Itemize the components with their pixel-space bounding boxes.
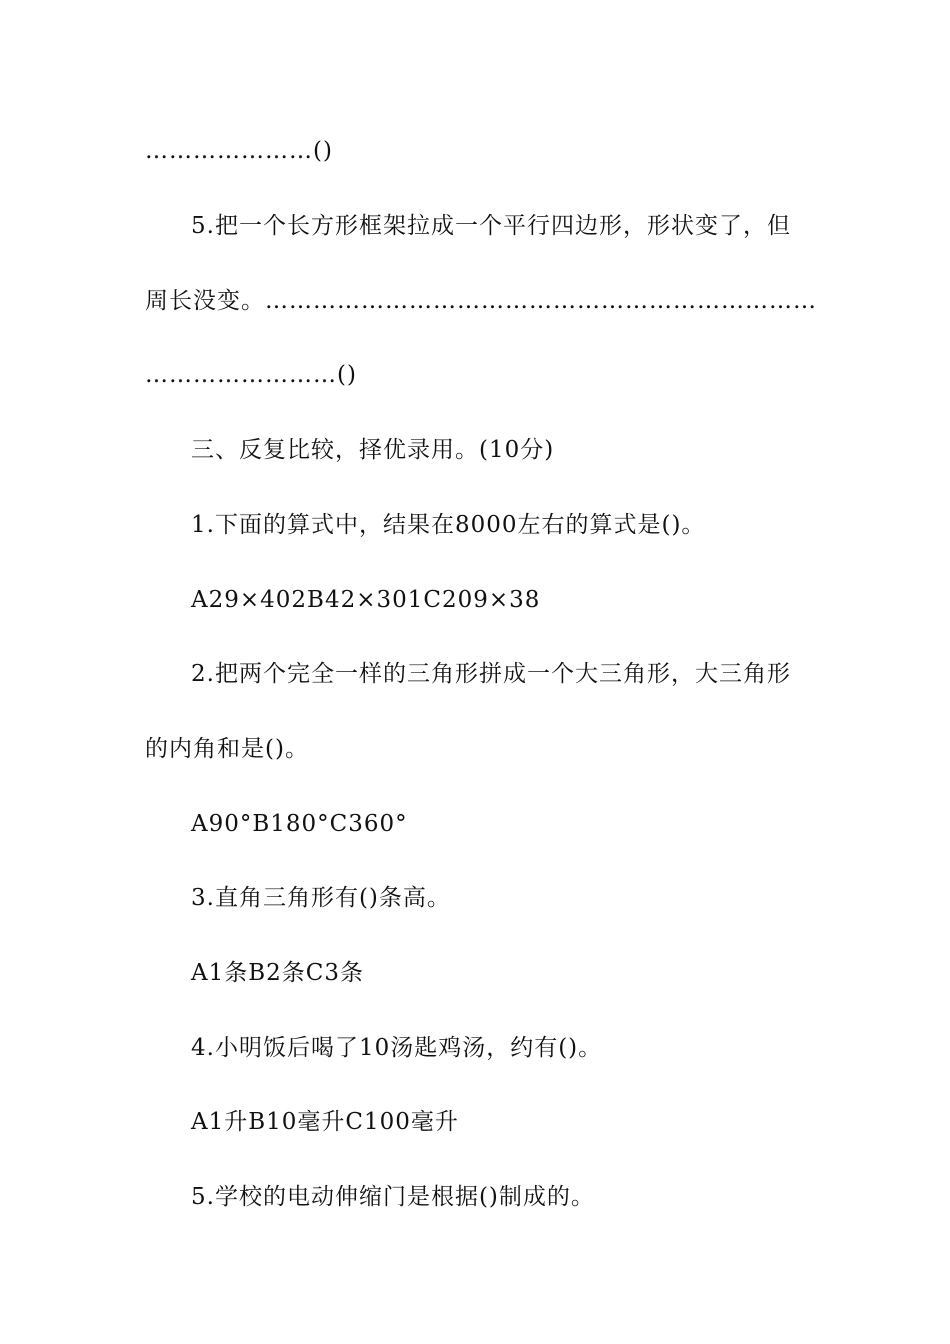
question-3-options: A1条B2条C3条: [191, 960, 365, 986]
question-2-continuation: 的内角和是()。: [145, 736, 309, 762]
question-2-options: A90°B180°C360°: [191, 811, 408, 837]
text-line-dots-answer-2: ……………………(): [145, 362, 357, 388]
question-5: 5.学校的电动伸缩门是根据()制成的。: [191, 1184, 595, 1210]
question-1-options: A29×402B42×301C209×38: [191, 587, 541, 613]
question-5-continuation: 周长没变。……………………………………………………………: [145, 288, 817, 314]
text-line-dots-answer-1: …………………(): [145, 138, 333, 164]
question-3: 3.直角三角形有()条高。: [191, 885, 451, 911]
question-2: 2.把两个完全一样的三角形拼成一个大三角形，大三角形: [191, 661, 791, 687]
section-heading-3: 三、反复比较，择优录用。(10分): [191, 437, 555, 463]
question-4-options: A1升B10毫升C100毫升: [191, 1109, 459, 1135]
question-4: 4.小明饭后喝了10汤匙鸡汤，约有()。: [191, 1035, 603, 1061]
question-5-judgement: 5.把一个长方形框架拉成一个平行四边形，形状变了，但: [191, 213, 791, 239]
question-1: 1.下面的算式中，结果在8000左右的算式是()。: [191, 512, 706, 538]
